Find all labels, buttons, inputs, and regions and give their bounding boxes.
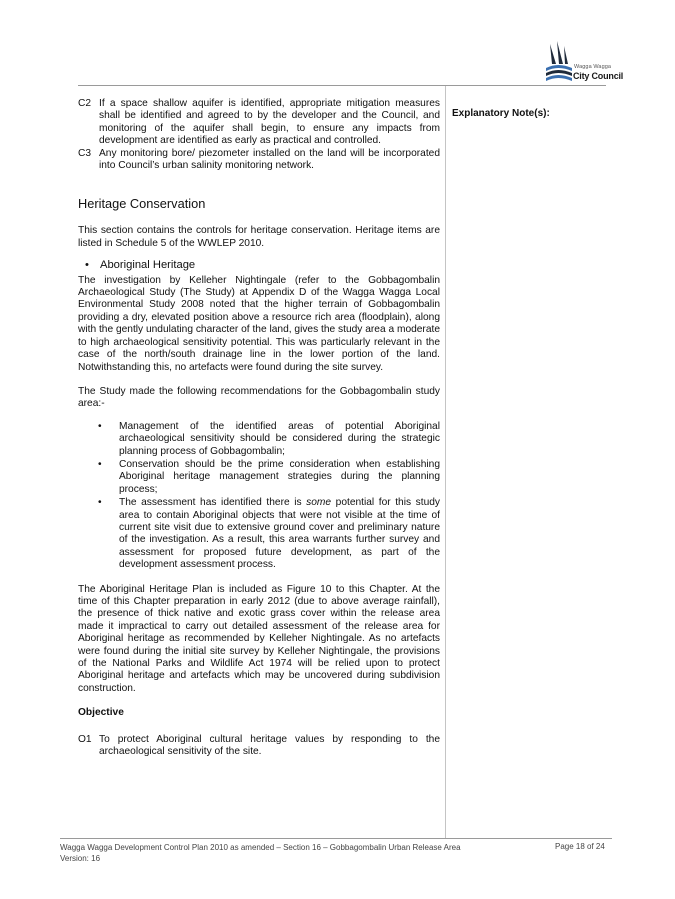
- recommendations-list: [78, 421, 440, 572]
- objective-heading: Objective: [78, 707, 124, 719]
- footer-page-number: Page 18 of 24: [555, 842, 605, 851]
- section-heading: Heritage Conservation: [78, 196, 206, 212]
- objective-code: O1: [78, 733, 92, 745]
- footer-version: Version: 16: [60, 854, 101, 863]
- logo-small-text: Wagga Wagga: [574, 64, 612, 70]
- paragraph-heritage-plan: The Aboriginal Heritage Plan is included as Figure 10 to this Chapter. At the time of this Chapter preparation in early 2012 (due to above average rainfall), the presence of thick native and exotic grass cover within the release area made it impractical to carry out detailed assessment of the release area for Aboriginal heritage as recommended by Kelleher Nightingale. As no artefacts were found during the initial site survey by Kelleher Nightingale, the provisions of the National Parks and Wildlife Act 1974 will be relied upon to protect Aboriginal heritage and artefacts which may be uncovered during subdivision construction.: [78, 583, 440, 694]
- list-item-text: Conservation should be the prime consideration when establishing Aboriginal heritage management strategies during the planning process;: [119, 458, 440, 495]
- footer-document-info: [60, 842, 461, 864]
- objective-o1: [78, 734, 440, 759]
- explanatory-notes-title: Explanatory Note(s):: [452, 108, 550, 119]
- header-rule: [78, 85, 606, 86]
- list-item-text: [119, 497, 440, 571]
- control-c3: [78, 148, 440, 173]
- bullet-icon: •: [98, 420, 102, 432]
- text-segment: potential for this study area to contain Aboriginal objects that were not visible at the time of current site visit due to extensive ground cover and preliminary nature of the investigation. As a result, this area warrants further survey and assessment for proposed future development, as part of the development assessment process.: [119, 497, 440, 571]
- paragraph-recommendations-intro: The Study made the following recommendations for the Gobbagombalin study area:-: [78, 385, 440, 410]
- list-item: [78, 459, 440, 496]
- control-c2: [78, 98, 440, 148]
- bullet-icon: •: [98, 497, 102, 509]
- control-code: C3: [78, 147, 92, 159]
- text-segment: The assessment has identified there is: [119, 497, 307, 509]
- footer-document-title: Wagga Wagga Development Control Plan 2010 as amended – Section 16 – Gobbagombalin Urban Release Area: [60, 843, 461, 852]
- bullet-icon: •: [85, 259, 89, 272]
- paragraph-investigation: The investigation by Kelleher Nightingale (refer to the Gobbagombalin Archaeological Study (The Study) at Appendix D of the Wagga Wagga Local Environmental Study 2008 noted that the higher terrain of Gobbagombalin providing a dry, elevated position above a resource rich area (floodplain), along with the gently undulating character of the land, gives the study area a moderate to high archaeological sensitivity potential. This was particularly relevant in the case of the north/south drainage line in the lower portion of the land. Notwithstanding this, no artefacts were found during the site survey.: [78, 274, 440, 373]
- control-text: If a space shallow aquifer is identified, appropriate mitigation measures shall be identified and agreed to by the developer and the Council, and monitoring of the aquifer shall begin, to ensure any impacts from development are identified as early as practical and controlled.: [99, 98, 440, 147]
- main-content: [78, 98, 440, 758]
- list-item-text: Management of the identified areas of potential Aboriginal archaeological sensitivity should be considered during the strategic planning process of Gobbagombalin;: [119, 420, 440, 457]
- list-item: [78, 421, 440, 458]
- emphasis-text: some: [306, 497, 332, 509]
- bullet-icon: •: [98, 458, 102, 470]
- control-text: Any monitoring bore/ piezometer installed on the land will be incorporated into Council’s urban salinity monitoring network.: [99, 147, 440, 172]
- column-divider: [445, 86, 446, 838]
- subheading-text: Aboriginal Heritage: [100, 259, 196, 272]
- logo-main-text: City Council: [573, 71, 624, 81]
- control-code: C2: [78, 98, 92, 109]
- heritage-intro: This section contains the controls for heritage conservation. Heritage items are listed in Schedule 5 of the WWLEP 2010.: [78, 225, 440, 249]
- objective-text: To protect Aboriginal cultural heritage values by responding to the archaeological sensitivity of the site.: [99, 733, 440, 758]
- footer-rule: [60, 838, 612, 839]
- list-item: [78, 497, 440, 571]
- subheading-aboriginal-heritage: [78, 259, 440, 271]
